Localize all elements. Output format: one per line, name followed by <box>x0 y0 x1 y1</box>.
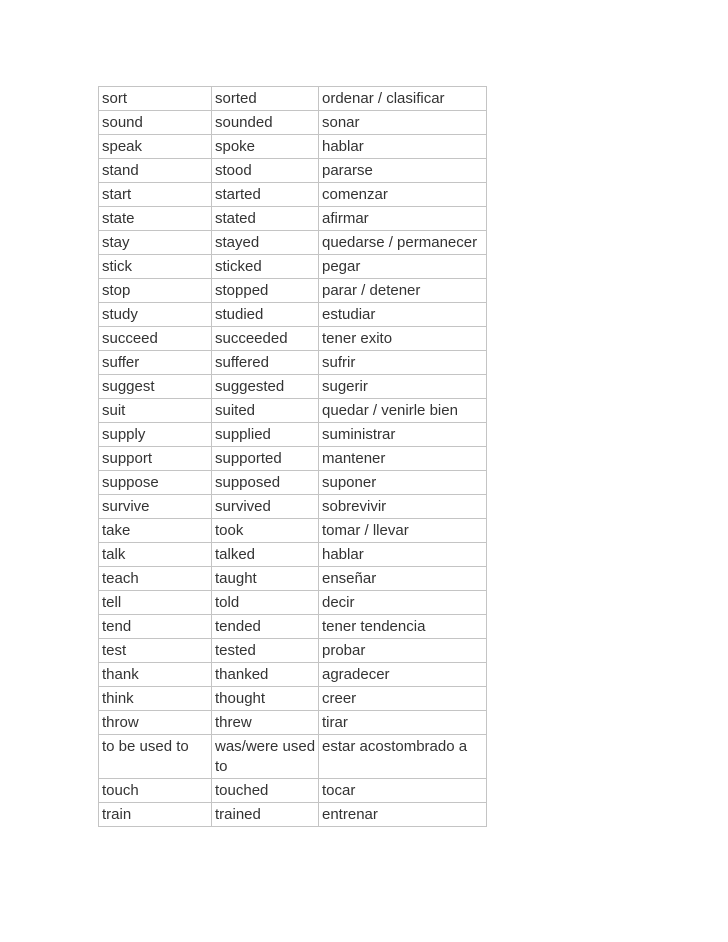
table-row <box>99 423 487 447</box>
past-form-cell: took <box>212 519 319 543</box>
base-form-cell: to be used to <box>99 735 212 779</box>
spanish-translation-cell: ordenar / clasificar <box>319 87 487 111</box>
base-form-cell: tell <box>99 591 212 615</box>
spanish-translation-cell: hablar <box>319 135 487 159</box>
base-form-cell: thank <box>99 663 212 687</box>
past-form-cell: studied <box>212 303 319 327</box>
spanish-translation-cell: tener tendencia <box>319 615 487 639</box>
past-form-cell: stated <box>212 207 319 231</box>
past-form-cell: stood <box>212 159 319 183</box>
base-form-cell: stick <box>99 255 212 279</box>
base-form-cell: train <box>99 803 212 827</box>
base-form-cell: suit <box>99 399 212 423</box>
table-row <box>99 495 487 519</box>
spanish-translation-cell: sufrir <box>319 351 487 375</box>
spanish-translation-cell: entrenar <box>319 803 487 827</box>
spanish-translation-cell: quedarse / permanecer <box>319 231 487 255</box>
past-form-cell: tended <box>212 615 319 639</box>
past-form-cell: taught <box>212 567 319 591</box>
past-form-cell: supposed <box>212 471 319 495</box>
past-form-cell: touched <box>212 779 319 803</box>
base-form-cell: succeed <box>99 327 212 351</box>
table-row <box>99 159 487 183</box>
base-form-cell: study <box>99 303 212 327</box>
base-form-cell: suggest <box>99 375 212 399</box>
table-row <box>99 471 487 495</box>
base-form-cell: speak <box>99 135 212 159</box>
table-row <box>99 519 487 543</box>
base-form-cell: sound <box>99 111 212 135</box>
spanish-translation-cell: hablar <box>319 543 487 567</box>
past-form-cell: told <box>212 591 319 615</box>
past-form-cell: thought <box>212 687 319 711</box>
table-row <box>99 803 487 827</box>
verb-table-body <box>99 87 487 827</box>
spanish-translation-cell: agradecer <box>319 663 487 687</box>
past-form-cell: suited <box>212 399 319 423</box>
base-form-cell: talk <box>99 543 212 567</box>
past-form-cell: sorted <box>212 87 319 111</box>
spanish-translation-cell: suministrar <box>319 423 487 447</box>
table-row <box>99 591 487 615</box>
table-row <box>99 255 487 279</box>
base-form-cell: survive <box>99 495 212 519</box>
past-form-cell: sticked <box>212 255 319 279</box>
table-row <box>99 279 487 303</box>
past-form-cell: threw <box>212 711 319 735</box>
table-row <box>99 711 487 735</box>
spanish-translation-cell: probar <box>319 639 487 663</box>
base-form-cell: stop <box>99 279 212 303</box>
base-form-cell: stand <box>99 159 212 183</box>
past-form-cell: talked <box>212 543 319 567</box>
table-row <box>99 663 487 687</box>
spanish-translation-cell: sugerir <box>319 375 487 399</box>
past-form-cell: supported <box>212 447 319 471</box>
table-row <box>99 111 487 135</box>
past-form-cell: supplied <box>212 423 319 447</box>
past-form-cell: spoke <box>212 135 319 159</box>
base-form-cell: test <box>99 639 212 663</box>
table-row <box>99 303 487 327</box>
base-form-cell: support <box>99 447 212 471</box>
spanish-translation-cell: parar / detener <box>319 279 487 303</box>
spanish-translation-cell: afirmar <box>319 207 487 231</box>
past-form-cell: suffered <box>212 351 319 375</box>
table-row <box>99 399 487 423</box>
spanish-translation-cell: tener exito <box>319 327 487 351</box>
past-form-cell: sounded <box>212 111 319 135</box>
base-form-cell: suppose <box>99 471 212 495</box>
table-row <box>99 207 487 231</box>
base-form-cell: throw <box>99 711 212 735</box>
past-form-cell: stopped <box>212 279 319 303</box>
table-row <box>99 567 487 591</box>
table-row <box>99 447 487 471</box>
spanish-translation-cell: creer <box>319 687 487 711</box>
spanish-translation-cell: estar acostombrado a <box>319 735 487 779</box>
spanish-translation-cell: enseñar <box>319 567 487 591</box>
table-row <box>99 327 487 351</box>
base-form-cell: suffer <box>99 351 212 375</box>
table-row <box>99 639 487 663</box>
base-form-cell: take <box>99 519 212 543</box>
spanish-translation-cell: estudiar <box>319 303 487 327</box>
table-row <box>99 687 487 711</box>
base-form-cell: teach <box>99 567 212 591</box>
table-row <box>99 543 487 567</box>
past-form-cell: trained <box>212 803 319 827</box>
table-row <box>99 375 487 399</box>
table-row <box>99 615 487 639</box>
table-row <box>99 231 487 255</box>
spanish-translation-cell: pegar <box>319 255 487 279</box>
table-row <box>99 183 487 207</box>
spanish-translation-cell: pararse <box>319 159 487 183</box>
spanish-translation-cell: quedar / venirle bien <box>319 399 487 423</box>
spanish-translation-cell: tirar <box>319 711 487 735</box>
base-form-cell: tend <box>99 615 212 639</box>
past-form-cell: thanked <box>212 663 319 687</box>
past-form-cell: survived <box>212 495 319 519</box>
past-form-cell: started <box>212 183 319 207</box>
past-form-cell: tested <box>212 639 319 663</box>
spanish-translation-cell: comenzar <box>319 183 487 207</box>
table-row <box>99 87 487 111</box>
spanish-translation-cell: sonar <box>319 111 487 135</box>
past-form-cell: suggested <box>212 375 319 399</box>
past-form-cell: stayed <box>212 231 319 255</box>
base-form-cell: touch <box>99 779 212 803</box>
base-form-cell: stay <box>99 231 212 255</box>
spanish-translation-cell: mantener <box>319 447 487 471</box>
base-form-cell: think <box>99 687 212 711</box>
base-form-cell: state <box>99 207 212 231</box>
spanish-translation-cell: tomar / llevar <box>319 519 487 543</box>
verb-table <box>98 86 487 827</box>
table-row <box>99 735 487 779</box>
spanish-translation-cell: sobrevivir <box>319 495 487 519</box>
base-form-cell: sort <box>99 87 212 111</box>
table-row <box>99 351 487 375</box>
spanish-translation-cell: decir <box>319 591 487 615</box>
spanish-translation-cell: suponer <box>319 471 487 495</box>
past-form-cell: was/were used to <box>212 735 319 779</box>
base-form-cell: start <box>99 183 212 207</box>
past-form-cell: succeeded <box>212 327 319 351</box>
table-row <box>99 779 487 803</box>
spanish-translation-cell: tocar <box>319 779 487 803</box>
table-row <box>99 135 487 159</box>
base-form-cell: supply <box>99 423 212 447</box>
